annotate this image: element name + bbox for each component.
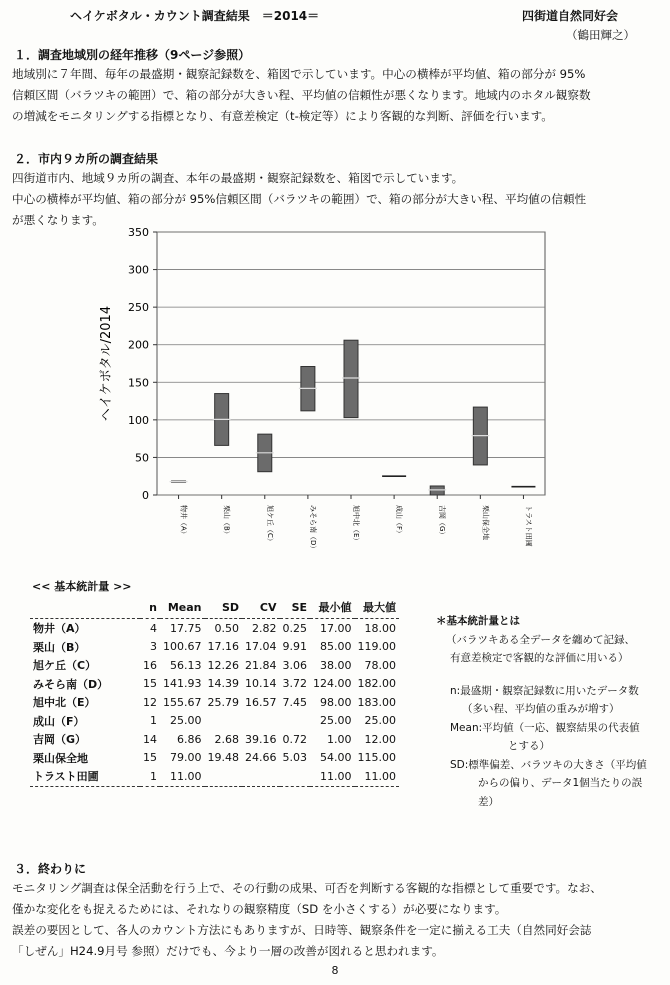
note-line: （バラツキある全データを纏めて記録、 — [446, 633, 635, 646]
stat-cell: 14 — [143, 732, 157, 746]
stat-cell: 17.75 — [170, 621, 202, 635]
stat-cell: 39.16 — [245, 732, 277, 746]
stat-cell: 12 — [143, 695, 157, 709]
x-tick-label: 成山（F） — [395, 505, 404, 538]
note-line: （多い程、平均値の重みが増す） — [462, 703, 620, 715]
stat-cell: 56.13 — [170, 658, 202, 672]
stat-cell: 18.00 — [364, 621, 396, 635]
note-line: からの偏り、データ1個当たりの誤 — [478, 777, 643, 789]
y-tick-label: 100 — [128, 413, 149, 427]
y-tick-label: 200 — [128, 338, 149, 352]
y-tick-label: 150 — [128, 376, 149, 390]
stat-cell: 11.00 — [310, 767, 355, 786]
table-row — [30, 749, 399, 768]
stat-cell: 141.93 — [163, 677, 202, 691]
note-line: n:最盛期・観察記録数に用いたデータ数 — [450, 684, 639, 697]
table-row — [30, 656, 399, 675]
stat-cell: 98.00 — [320, 695, 352, 709]
stat-cell: 17.00 — [320, 621, 352, 635]
stat-cell: 19.48 — [207, 751, 239, 765]
chart-y-axis — [128, 226, 157, 502]
table-row — [30, 767, 399, 786]
stats-header-row — [30, 596, 399, 619]
author-name: （鶴田輝之） — [566, 28, 635, 42]
stat-cell: 78.00 — [364, 658, 396, 672]
stat-cell: 85.00 — [320, 640, 352, 654]
stat-cell: 16 — [143, 658, 157, 672]
stats-col-header: SD — [205, 596, 243, 619]
section3-heading: ３．終わりに — [14, 862, 87, 876]
stat-cell: 119.00 — [357, 640, 396, 654]
stat-cell: 7.45 — [282, 695, 307, 709]
page-number: 8 — [331, 964, 339, 977]
stat-cell: 79.00 — [170, 751, 202, 765]
x-tick-label: 旭ケ丘（C） — [265, 505, 274, 545]
stat-cell — [205, 767, 243, 786]
site-name-cell: 栗山（B） — [33, 640, 86, 654]
y-tick-label: 300 — [128, 263, 149, 277]
section3-line: 誤差の要因として、各人のカウント方法にもありますが、日時等、観察条件を一定に揃える工夫（自然同好会誌 — [12, 923, 592, 937]
note-line — [436, 668, 647, 682]
stats-notes — [436, 612, 647, 811]
box-plot-chart — [0, 220, 670, 580]
stat-cell: 5.03 — [282, 751, 307, 765]
stat-cell: 21.84 — [245, 658, 277, 672]
table-row — [30, 619, 399, 638]
section2-line: 中心の横棒が平均値、箱の部分が 95%信頼区間（バラツキの範囲）で、箱の部分が大きい程、平均値の信頼性 — [12, 192, 587, 206]
stat-cell: 0.25 — [282, 621, 307, 635]
section3-body — [12, 878, 658, 962]
stat-cell: 15 — [143, 677, 157, 691]
table-row — [30, 675, 399, 694]
section2-line: が悪くなります。 — [12, 213, 104, 227]
stat-cell: 183.00 — [357, 695, 396, 709]
stat-cell: 3.72 — [282, 677, 307, 691]
stat-cell — [280, 712, 311, 731]
chart-y-label: ヘイケボタル/2014 — [99, 305, 114, 422]
stat-cell: 25.79 — [207, 695, 239, 709]
table-row — [30, 730, 399, 749]
stat-cell: 115.00 — [357, 751, 396, 765]
box-7 — [430, 486, 444, 495]
x-tick-label: トラスト田圃 — [524, 505, 533, 547]
site-name-cell: 旭中北（E） — [33, 696, 96, 710]
table-row — [30, 712, 399, 731]
stat-cell: 17.04 — [245, 640, 277, 654]
stat-cell: 2.82 — [252, 621, 277, 635]
stats-col-header: 最大値 — [355, 596, 400, 619]
stat-cell: 100.67 — [163, 640, 202, 654]
section1-body — [12, 64, 658, 127]
stat-cell: 17.16 — [207, 640, 239, 654]
stats-col-header: Mean — [160, 596, 205, 619]
stat-cell: 1.00 — [327, 732, 352, 746]
stats-col-header: 最小値 — [310, 596, 355, 619]
stat-cell: 1 — [140, 767, 160, 786]
stat-cell: 4 — [150, 621, 157, 635]
stat-cell: 1 — [150, 714, 157, 728]
stats-table — [30, 596, 399, 787]
stat-cell: 11.00 — [160, 767, 205, 786]
note-line: 有意差検定で客観的な評価に用いる） — [450, 652, 629, 664]
x-tick-label: みそら南（D） — [308, 505, 317, 553]
note-line: ＊基本統計量とは — [436, 615, 520, 627]
stat-cell: 15 — [143, 751, 157, 765]
section2-line: 四街道市内、地域９カ所の調査、本年の最盛期・観察記録数を、箱図で示しています。 — [12, 171, 464, 185]
stats-col-header: SE — [280, 596, 311, 619]
stat-cell: 25.00 — [320, 714, 352, 728]
box-5 — [344, 340, 358, 417]
stats-col-header: CV — [242, 596, 280, 619]
site-name-cell: 旭ケ丘（C） — [33, 659, 97, 673]
section1-line: 地域別に７年間、毎年の最盛期・観察記録数を、箱図で示しています。中心の横棒が平均値、箱の部分が 95% — [12, 67, 586, 81]
y-tick-label: 50 — [135, 451, 149, 465]
note-line: とする） — [508, 740, 550, 752]
stat-cell — [280, 767, 311, 786]
section3-line: モニタリング調査は保全活動を行う上で、その行動の成果、可否を判断する客観的な指標として重要です。なお、 — [12, 881, 602, 895]
note-line: Mean:平均値（一応、観察結果の代表値 — [450, 721, 640, 734]
x-tick-label: 旭中北（E） — [352, 505, 360, 545]
y-tick-label: 0 — [142, 489, 149, 502]
x-tick-label: 栗山（B） — [222, 505, 231, 538]
stat-cell: 3 — [150, 640, 157, 654]
table-row — [30, 638, 399, 657]
section3-line: 「しぜん」H24.9月号 参照）だけでも、今より一層の改善が図れると思われます。 — [12, 944, 444, 958]
x-tick-label: 吉岡（G） — [438, 505, 447, 539]
x-tick-label: 物井（A） — [179, 505, 188, 538]
stat-cell: 182.00 — [357, 677, 396, 691]
stat-cell: 9.91 — [282, 640, 307, 654]
stat-cell: 25.00 — [364, 714, 396, 728]
chart-x-axis — [179, 495, 534, 552]
site-name-cell: トラスト田圃 — [30, 767, 140, 786]
stat-cell: 12.00 — [364, 732, 396, 746]
note-line: 差） — [478, 795, 499, 808]
stats-heading: << 基本統計量 >> — [32, 580, 132, 593]
table-row — [30, 693, 399, 712]
stat-cell: 3.06 — [282, 658, 307, 672]
stat-cell: 6.86 — [177, 732, 202, 746]
stat-cell: 25.00 — [170, 714, 202, 728]
stat-cell: 10.14 — [245, 677, 277, 691]
section3-line: 僅かな変化をも捉えるためには、それなりの観察精度（SD を小さくする）が必要になります。 — [12, 902, 507, 916]
stat-cell — [205, 712, 243, 731]
stats-col-header — [30, 596, 140, 619]
section1-heading: １．調査地域別の経年推移（9ページ参照） — [14, 48, 251, 62]
stat-cell: 11.00 — [355, 767, 400, 786]
stat-cell: 54.00 — [320, 751, 352, 765]
stat-cell: 0.50 — [214, 621, 239, 635]
stat-cell: 16.57 — [245, 695, 277, 709]
chart-boxes — [170, 340, 536, 495]
section1-line: 信頼区間（バラツキの範囲）で、箱の部分が大きい程、平均値の信頼性が悪くなります。地域内のホタル観察数 — [12, 88, 591, 102]
site-name-cell: みそら南（D） — [33, 677, 109, 691]
section1-line: の増減をモニタリングする指標となり、有意差検定（t-検定等）により客観的な判断、評価を行います。 — [12, 109, 553, 123]
stats-col-header: n — [140, 596, 160, 619]
stat-cell: 12.26 — [207, 658, 239, 672]
stat-cell: 38.00 — [320, 658, 352, 672]
organization-name: 四街道自然同好会 — [522, 9, 619, 23]
note-line: SD:標準偏差、バラツキの大きさ（平均値 — [450, 758, 647, 771]
x-tick-label: 栗山保全地 — [481, 505, 490, 540]
site-name-cell: 吉岡（G） — [33, 733, 87, 747]
stat-cell: 14.39 — [207, 677, 239, 691]
y-tick-label: 250 — [128, 301, 149, 315]
stat-cell: 155.67 — [163, 695, 202, 709]
stat-cell — [242, 767, 280, 786]
stat-cell — [242, 712, 280, 731]
site-name-cell: 成山（F） — [33, 714, 85, 728]
stat-cell: 24.66 — [245, 751, 277, 765]
y-tick-label: 350 — [128, 226, 149, 239]
section2-heading: ２．市内９カ所の調査結果 — [14, 152, 159, 166]
site-name-cell: 物井（A） — [33, 622, 86, 636]
stat-cell: 2.68 — [214, 732, 239, 746]
document-title: ヘイケボタル・カウント調査結果 ＝2014＝ — [70, 9, 320, 23]
stat-cell: 0.72 — [282, 732, 307, 746]
stat-cell: 124.00 — [313, 677, 352, 691]
site-name-cell: 栗山保全地 — [33, 751, 88, 765]
